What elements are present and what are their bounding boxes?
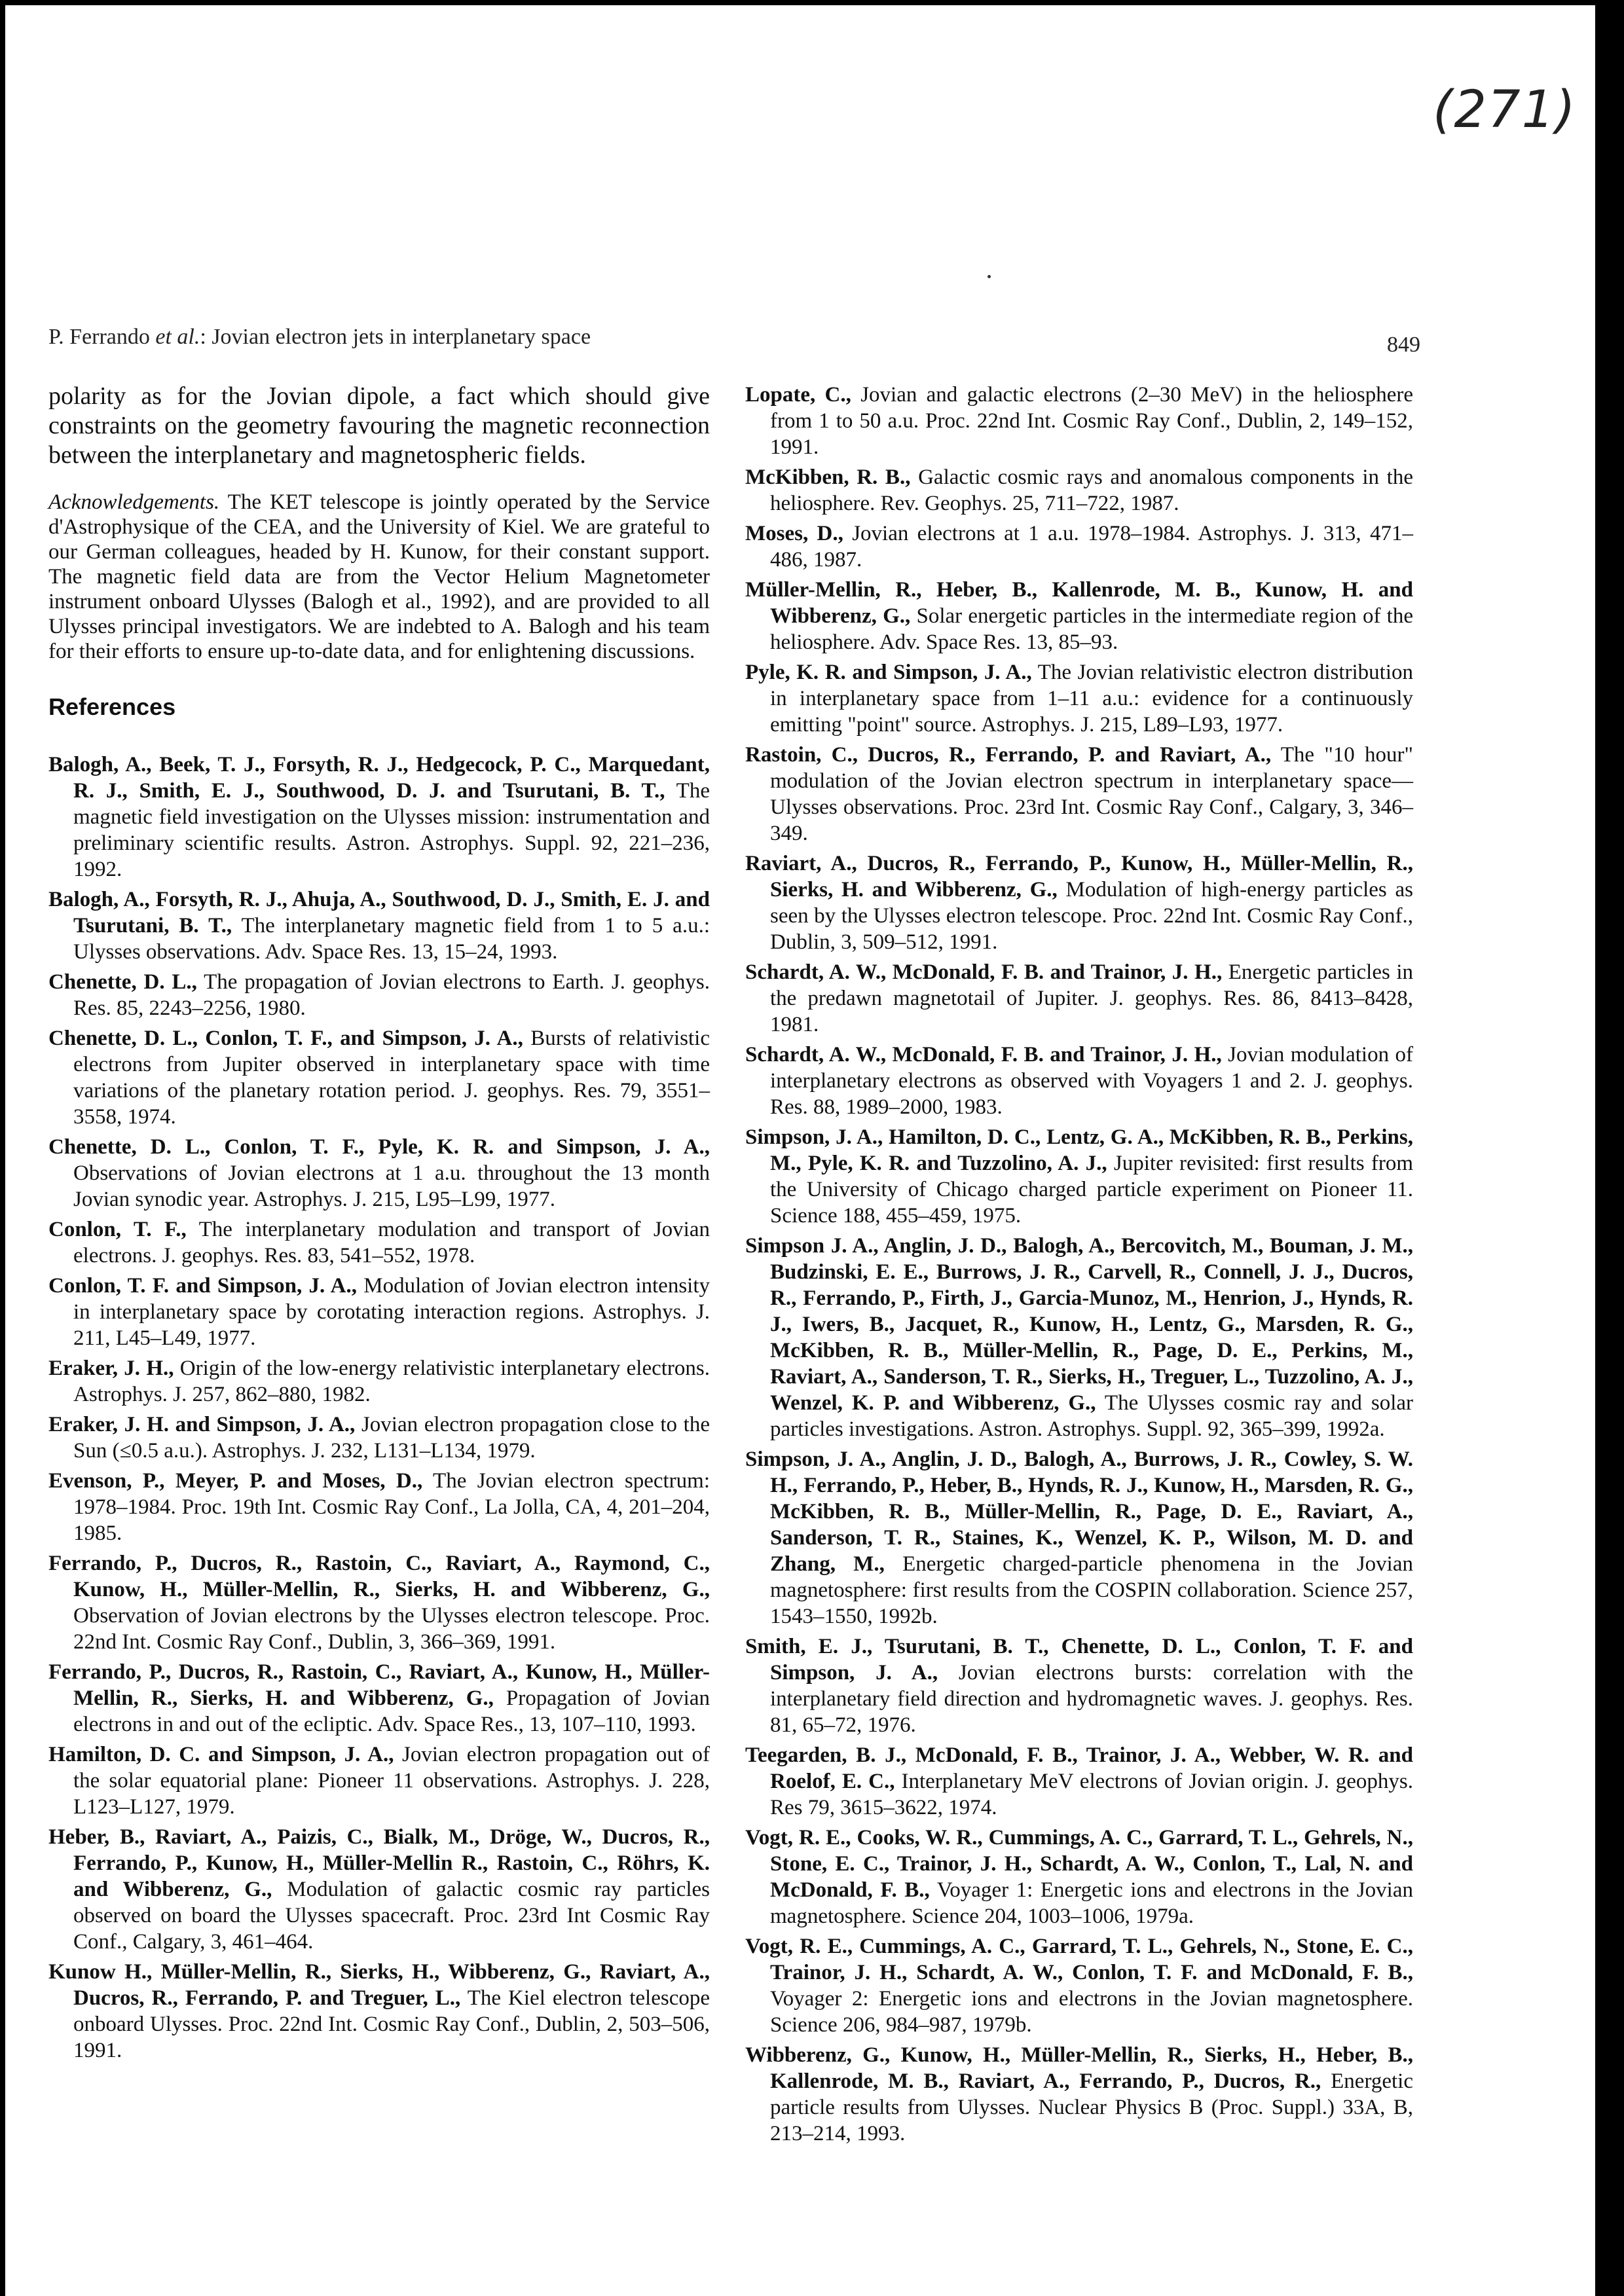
reference-authors: Raviart, A., Ducros, R., Ferrando, P., Kunow, H., Müller-Mellin, R., Sierks, H. and Wibberenz, G., bbox=[745, 852, 1413, 902]
reference-authors: Hamilton, D. C. and Simpson, J. A., bbox=[48, 1743, 394, 1766]
reference-authors: Eraker, J. H. and Simpson, J. A., bbox=[48, 1413, 356, 1436]
reference-authors: Balogh, A., Forsyth, R. J., Ahuja, A., Southwood, D. J., Smith, E. J. and Tsurutani, B. T., bbox=[48, 888, 710, 938]
reference-entry bbox=[48, 1273, 710, 1351]
reference-authors: Wibberenz, G., Kunow, H., Müller-Mellin, R., Sierks, H., Heber, B., Kallenrode, M. B., Raviart, A., Ferrando, P., Ducros, R., bbox=[745, 2043, 1413, 2093]
reference-entry bbox=[48, 1550, 710, 1655]
body-paragraph: polarity as for the Jovian dipole, a fact which should give constraints on the geometry favouring the magnetic reconnection between the interplanetary and magnetospheric fields. bbox=[48, 382, 710, 469]
reference-authors: Schardt, A. W., McDonald, F. B. and Trainor, J. H., bbox=[745, 960, 1223, 984]
reference-details: Observations of Jovian electrons at 1 a.u. throughout the 13 month Jovian synodic year. Astrophys. J. 215, L95–L99, 1977. bbox=[73, 1161, 710, 1211]
left-column bbox=[48, 382, 710, 2068]
reference-authors: Ferrando, P., Ducros, R., Rastoin, C., Raviart, A., Raymond, C., Kunow, H., Müller-Mellin, R., Sierks, H. and Wibberenz, G., bbox=[48, 1552, 710, 1601]
reference-entry bbox=[745, 2042, 1413, 2147]
reference-entry bbox=[745, 577, 1413, 655]
reference-details: Jovian electrons bursts: correlation with the interplanetary field direction and hydromagnetic waves. J. geophys. Res. 81, 65–72, 1976. bbox=[770, 1661, 1414, 1737]
reference-authors: Conlon, T. F., bbox=[48, 1218, 187, 1241]
reference-details: Jovian electron propagation close to the Sun (≤0.5 a.u.). Astrophys. J. 232, L131–L134, 1979. bbox=[73, 1413, 710, 1463]
reference-details: Modulation of high-energy particles as seen by the Ulysses electron telescope. Proc. 22nd Int. Cosmic Ray Conf., Dublin, 3, 509–512, 1991. bbox=[770, 878, 1413, 954]
reference-entry bbox=[745, 1446, 1413, 1630]
reference-details: Galactic cosmic rays and anomalous components in the heliosphere. Rev. Geophys. 25, 711–722, 1987. bbox=[770, 465, 1413, 515]
reference-entry bbox=[745, 1742, 1413, 1821]
reference-details: Jovian electron propagation out of the solar equatorial plane: Pioneer 11 observations. Astrophys. J. 228, L123–L127, 1979. bbox=[73, 1743, 710, 1819]
reference-entry bbox=[745, 742, 1413, 847]
reference-entry bbox=[745, 850, 1413, 955]
running-head bbox=[48, 325, 591, 350]
reference-authors: Ferrando, P., Ducros, R., Rastoin, C., Raviart, A., Kunow, H., Müller-Mellin, R., Sierks, H. and Wibberenz, G., bbox=[48, 1660, 710, 1710]
reference-entry bbox=[48, 1659, 710, 1738]
reference-details: Origin of the low-energy relativistic interplanetary electrons. Astrophys. J. 257, 862–880, 1982. bbox=[73, 1357, 710, 1406]
reference-details: Observation of Jovian electrons by the Ulysses electron telescope. Proc. 22nd Int. Cosmic Ray Conf., Dublin, 3, 366–369, 1991. bbox=[73, 1604, 710, 1654]
reference-entry bbox=[48, 1824, 710, 1955]
reference-authors: Kunow H., Müller-Mellin, R., Sierks, H., Wibberenz, G., Raviart, A., Ducros, R., Ferrando, P. and Treguer, L., bbox=[48, 1960, 710, 2010]
reference-details: Jovian electrons at 1 a.u. 1978–1984. Astrophys. J. 313, 471–486, 1987. bbox=[770, 522, 1413, 572]
reference-entry bbox=[745, 1633, 1413, 1738]
reference-entry bbox=[745, 464, 1413, 517]
reference-authors: Schardt, A. W., McDonald, F. B. and Trainor, J. H., bbox=[745, 1043, 1222, 1066]
reference-details: Solar energetic particles in the intermediate region of the heliosphere. Adv. Space Res. 13, 85–93. bbox=[770, 604, 1413, 654]
running-head-title: : Jovian electron jets in interplanetary space bbox=[200, 325, 591, 349]
reference-details: Modulation of Jovian electron intensity in interplanetary space by corotating interaction regions. Astrophys. J. 211, L45–L49, 1977. bbox=[73, 1274, 710, 1350]
reference-details: Bursts of relativistic electrons from Jupiter observed in interplanetary space with time variations of the planetary rotation period. J. geophys. Res. 79, 3551–3558, 1974. bbox=[73, 1027, 710, 1129]
reference-details: The propagation of Jovian electrons to Earth. J. geophys. Res. 85, 2243–2256, 1980. bbox=[73, 970, 710, 1020]
reference-entry bbox=[48, 1355, 710, 1408]
reference-authors: Evenson, P., Meyer, P. and Moses, D., bbox=[48, 1469, 423, 1493]
reference-details: Jovian and galactic electrons (2–30 MeV) in the heliosphere from 1 to 50 a.u. Proc. 22nd Int. Cosmic Ray Conf., Dublin, 2, 149–152, 1991. bbox=[770, 383, 1413, 459]
reference-authors: Balogh, A., Beek, T. J., Forsyth, R. J., Hedgecock, P. C., Marquedant, R. J., Smith, E. J., Southwood, D. J. and Tsurutani, B. T., bbox=[48, 753, 710, 803]
reference-authors: Vogt, R. E., Cooks, W. R., Cummings, A. C., Garrard, T. L., Gehrels, N., Stone, E. C., Trainor, J. H., Schardt, A. W., Conlon, T., Lal, N. and McDonald, F. B., bbox=[745, 1826, 1413, 1902]
reference-entry bbox=[48, 752, 710, 883]
scan-border bbox=[1595, 0, 1624, 2296]
page-folio: 849 bbox=[1387, 333, 1420, 357]
reference-details: The magnetic field investigation on the Ulysses mission: instrumentation and preliminary scientific results. Astron. Astrophys. Suppl. 92, 221–236, 1992. bbox=[73, 779, 710, 881]
reference-entry bbox=[48, 969, 710, 1021]
reference-authors: Eraker, J. H., bbox=[48, 1357, 174, 1380]
reference-authors: Simpson, J. A., Hamilton, D. C., Lentz, G. A., McKibben, R. B., Perkins, M., Pyle, K. R. and Tuzzolino, A. J., bbox=[745, 1125, 1413, 1175]
reference-entry bbox=[745, 1042, 1413, 1120]
reference-entry bbox=[745, 659, 1413, 738]
reference-details: Jupiter revisited: first results from the University of Chicago charged particle experiment on Pioneer 11. Science 188, 455–459, 1975. bbox=[770, 1152, 1413, 1228]
reference-authors: Lopate, C., bbox=[745, 383, 851, 407]
running-head-etal: et al. bbox=[155, 325, 200, 349]
reference-entry bbox=[48, 1959, 710, 2064]
reference-authors: Rastoin, C., Ducros, R., Ferrando, P. and Raviart, A., bbox=[745, 743, 1272, 767]
reference-list-left bbox=[48, 752, 710, 2064]
reference-entry bbox=[48, 1412, 710, 1464]
reference-entry bbox=[745, 1933, 1413, 2038]
reference-entry bbox=[48, 1741, 710, 1820]
reference-authors: Vogt, R. E., Cummings, A. C., Garrard, T. L., Gehrels, N., Stone, E. C., Trainor, J. H., Schardt, A. W., Conlon, T. F. and McDonald, F. B., bbox=[745, 1935, 1413, 1984]
reference-authors: Moses, D., bbox=[745, 522, 843, 545]
reference-details: Voyager 1: Energetic ions and electrons in the Jovian magnetosphere. Science 204, 1003–1006, 1979a. bbox=[770, 1878, 1413, 1928]
reference-entry bbox=[745, 1124, 1413, 1229]
reference-authors: Smith, E. J., Tsurutani, B. T., Chenette, D. L., Conlon, T. F. and Simpson, J. A., bbox=[745, 1635, 1413, 1685]
reference-authors: Simpson, J. A., Anglin, J. D., Balogh, A., Burrows, J. R., Cowley, S. W. H., Ferrando, P., Heber, B., Hynds, R. J., Kunow, H., Marsden, R. G., McKibben, R. B., Müller-Mellin, R., Page, D. E., Raviart, A., Sanderson, T. R., Staines, K., Wenzel, K. P., Wilson, M. D. and Zhang, M., bbox=[745, 1448, 1413, 1576]
reference-authors: McKibben, R. B., bbox=[745, 465, 911, 489]
reference-details: Energetic particle results from Ulysses. Nuclear Physics B (Proc. Suppl.) 33A, B, 213–214, 1993. bbox=[770, 2069, 1413, 2145]
reference-entry bbox=[48, 1134, 710, 1212]
reference-details: Modulation of galactic cosmic ray particles observed on board the Ulysses spacecraft. Proc. 23rd Int Cosmic Ray Conf., Calgary, 3, 461–464. bbox=[73, 1878, 710, 1954]
reference-authors: Conlon, T. F. and Simpson, J. A., bbox=[48, 1274, 358, 1298]
reference-authors: Chenette, D. L., bbox=[48, 970, 197, 994]
reference-entry bbox=[48, 1025, 710, 1130]
reference-entry bbox=[745, 382, 1413, 460]
reference-details: The "10 hour" modulation of the Jovian electron spectrum in interplanetary space—Ulysses observations. Proc. 23rd Int. Cosmic Ray Conf., Calgary, 3, 346–349. bbox=[770, 743, 1413, 845]
reference-authors: Teegarden, B. J., McDonald, F. B., Trainor, J. A., Webber, W. R. and Roelof, E. C., bbox=[745, 1743, 1413, 1793]
reference-entry bbox=[48, 1468, 710, 1546]
reference-details: The interplanetary magnetic field from 1 to 5 a.u.: Ulysses observations. Adv. Space Res. 13, 15–24, 1993. bbox=[73, 914, 710, 964]
acknowledgements-text: The KET telescope is jointly operated by the Service d'Astrophysique of the CEA, and the University of Kiel. We are grateful to our German colleagues, headed by H. Kunow, for their constant support. The magnetic field data are from the Vector Helium Magnetometer instrument onboard Ulysses (Balogh et al., 1992), and are provided to all Ulysses principal investigators. We are indebted to A. Balogh and his team for their efforts to ensure up-to-date data, and for enlightening discussions. bbox=[48, 490, 710, 663]
reference-details: Voyager 2: Energetic ions and electrons in the Jovian magnetosphere. Science 206, 984–987, 1979b. bbox=[770, 1987, 1413, 2037]
reference-details: Jovian modulation of interplanetary electrons as observed with Voyagers 1 and 2. J. geophys. Res. 88, 1989–2000, 1983. bbox=[770, 1043, 1414, 1119]
journal-page bbox=[5, 5, 1598, 2296]
reference-authors: Müller-Mellin, R., Heber, B., Kallenrode, M. B., Kunow, H. and Wibberenz, G., bbox=[745, 578, 1413, 628]
reference-details: The Jovian electron spectrum: 1978–1984. Proc. 19th Int. Cosmic Ray Conf., La Jolla, CA, 4, 201–204, 1985. bbox=[73, 1469, 710, 1545]
reference-entry bbox=[745, 1233, 1413, 1442]
reference-entry bbox=[745, 520, 1413, 573]
reference-details: The Kiel electron telescope onboard Ulysses. Proc. 22nd Int. Cosmic Ray Conf., Dublin, 2, 503–506, 1991. bbox=[73, 1986, 710, 2062]
reference-details: Energetic charged-particle phenomena in the Jovian magnetosphere: first results from the COSPIN collaboration. Science 257, 1543–1550, 1992b. bbox=[770, 1552, 1413, 1628]
acknowledgements-heading: Acknowledgements. bbox=[48, 490, 220, 514]
reference-authors: Chenette, D. L., Conlon, T. F., and Simpson, J. A., bbox=[48, 1027, 523, 1050]
right-column bbox=[745, 382, 1413, 2151]
reference-entry bbox=[48, 886, 710, 965]
references-heading: References bbox=[48, 693, 176, 720]
reference-authors: Heber, B., Raviart, A., Paizis, C., Bialk, M., Dröge, W., Ducros, R., Ferrando, P., Kunow, H., Müller-Mellin R., Rastoin, C., Röhrs, K. and Wibberenz, G., bbox=[48, 1825, 710, 1901]
reference-details: Propagation of Jovian electrons in and out of the ecliptic. Adv. Space Res., 13, 107–110, 1993. bbox=[73, 1686, 710, 1736]
reference-authors: Simpson J. A., Anglin, J. D., Balogh, A., Bercovitch, M., Bouman, J. M., Budzinski, E. E., Burrows, J. R., Carvell, R., Connell, J. J., Ducros, R., Ferrando, P., Firth, J., Garcia-Munoz, M., Henrion, J., Hynds, R. J., Iwers, B., Jacquet, R., Kunow, H., Lentz, G., Marsden, R. G., McKibben, R. B., Müller-Mellin, R., Page, D. E., Perkins, M., Raviart, A., Sanderson, T. R., Sierks, H., Treguer, L., Tuzzolino, A. J., Wenzel, K. P. and Wibberenz, G., bbox=[745, 1234, 1413, 1415]
handwritten-page-number: (271) bbox=[1433, 81, 1577, 139]
acknowledgements bbox=[48, 490, 710, 664]
running-head-authors: P. Ferrando bbox=[48, 325, 150, 349]
reference-authors: Chenette, D. L., Conlon, T. F., Pyle, K. R. and Simpson, J. A., bbox=[48, 1135, 710, 1159]
reference-list-right bbox=[745, 382, 1413, 2147]
reference-authors: Pyle, K. R. and Simpson, J. A., bbox=[745, 661, 1032, 684]
reference-entry bbox=[48, 1216, 710, 1269]
scan-speck bbox=[987, 275, 991, 278]
reference-details: The Jovian relativistic electron distribution in interplanetary space from 1–11 a.u.: evidence for a continuously emitting "point" source. Astrophys. J. 215, L89–L93, 1977. bbox=[770, 661, 1414, 737]
reference-details: Energetic particles in the predawn magnetotail of Jupiter. J. geophys. Res. 86, 8413–8428, 1981. bbox=[770, 960, 1414, 1036]
reference-entry bbox=[745, 959, 1413, 1038]
reference-details: Interplanetary MeV electrons of Jovian origin. J. geophys. Res 79, 3615–3622, 1974. bbox=[770, 1770, 1413, 1819]
reference-entry bbox=[745, 1825, 1413, 1929]
reference-details: The interplanetary modulation and transport of Jovian electrons. J. geophys. Res. 83, 541–552, 1978. bbox=[73, 1218, 710, 1267]
reference-details: The Ulysses cosmic ray and solar particles investigations. Astron. Astrophys. Suppl. 92, 365–399, 1992a. bbox=[770, 1391, 1413, 1441]
